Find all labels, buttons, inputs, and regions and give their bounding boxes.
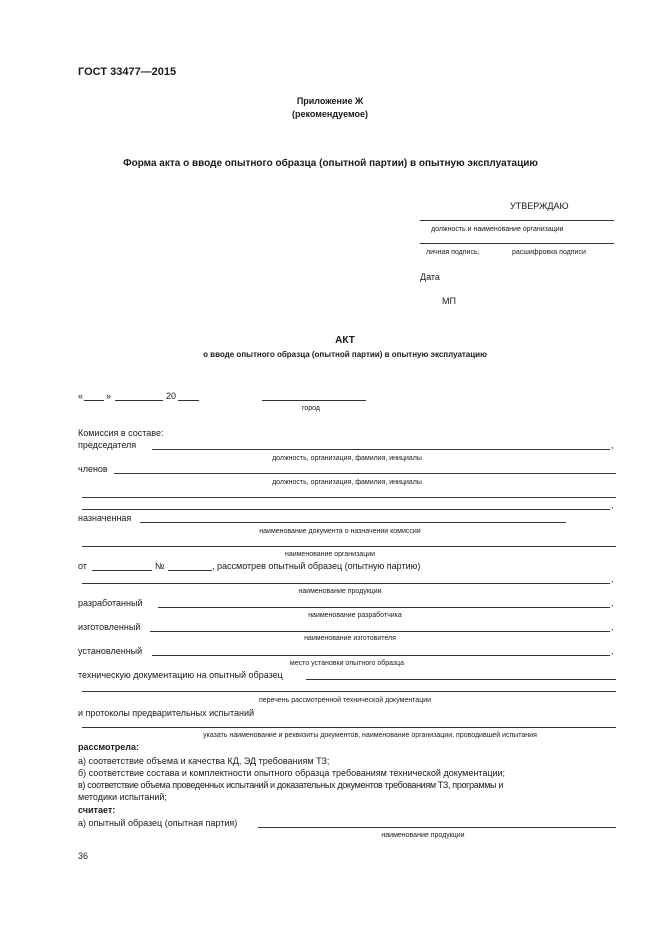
chair-label: председателя <box>78 440 137 450</box>
from-label: от <box>78 561 87 571</box>
number-label: № <box>155 561 165 571</box>
date-open-quote: « <box>78 391 84 401</box>
considered-item-c: в) соответствие объема проведенных испытаний и доказательных документов требованиям ТЗ, программы и <box>78 780 504 790</box>
standard-header: ГОСТ 33477—2015 <box>78 66 177 78</box>
city-caption: город <box>302 405 321 412</box>
stamp-label: МП <box>442 296 456 306</box>
tech-docs-label: техническую документацию на опытный образец <box>78 670 283 680</box>
considered-item-c-cont: методики испытаний; <box>78 792 167 802</box>
tech-docs-caption: перечень рассмотренной технической документации <box>258 697 432 704</box>
commission-intro: Комиссия в составе: <box>78 428 164 438</box>
tech-docs-field[interactable] <box>306 679 616 680</box>
developer-field[interactable] <box>158 607 610 608</box>
decision-product-field[interactable] <box>258 827 616 828</box>
manufacturer-field[interactable] <box>150 631 610 632</box>
day-field[interactable] <box>84 400 104 401</box>
city-field[interactable] <box>262 400 366 401</box>
act-subtitle: о вводе опытного образца (опытной партии) в опытную эксплуатацию <box>203 350 487 359</box>
considered-item-a: а) соответствие объема и качества КД, ЭД требованиям ТЗ; <box>78 756 330 766</box>
product-comma: , <box>611 574 614 584</box>
tech-docs-field-2[interactable] <box>82 691 616 692</box>
act-title: АКТ <box>335 335 355 346</box>
year-field[interactable] <box>178 400 199 401</box>
page-number: 36 <box>78 851 89 861</box>
members-field-2[interactable] <box>82 497 616 498</box>
considered-heading: рассмотрела: <box>78 742 139 752</box>
reviewed-text: , рассмотрев опытный образец (опытную партию) <box>212 561 421 571</box>
organization-field[interactable] <box>82 546 616 547</box>
decision-heading: считает: <box>78 805 116 815</box>
members-label: членов <box>78 464 108 474</box>
appendix-status: (рекомендуемое) <box>292 109 368 119</box>
form-title: Форма акта о вводе опытного образца (опытной партии) в опытную эксплуатацию <box>123 158 538 169</box>
developer-caption: наименование разработчика <box>308 612 402 619</box>
installed-caption: место установки опытного образца <box>289 660 405 667</box>
appendix-title: Приложение Ж <box>296 96 364 106</box>
manufacturer-caption: наименование изготовителя <box>304 635 396 642</box>
developer-comma: , <box>611 598 614 608</box>
date-close-quote: » <box>106 391 112 401</box>
members-field[interactable] <box>114 473 616 474</box>
approve-label: УТВЕРЖДАЮ <box>510 201 569 211</box>
appointed-caption: наименование документа о назначении комиссии <box>259 528 421 535</box>
protocols-field[interactable] <box>82 727 616 728</box>
members-comma: , <box>611 500 614 510</box>
chair-caption: должность, организация, фамилия, инициалы <box>272 455 422 462</box>
decision-product-caption: наименование продукции <box>381 832 465 839</box>
chair-comma: , <box>611 440 614 450</box>
installed-label: установленный <box>78 646 143 656</box>
appointed-field[interactable] <box>140 522 566 523</box>
appointed-label: назначенная <box>78 513 132 523</box>
from-date-field[interactable] <box>92 570 152 571</box>
date-label: Дата <box>420 272 440 282</box>
signature-line[interactable] <box>420 243 614 244</box>
product-field[interactable] <box>82 583 610 584</box>
installed-field[interactable] <box>152 655 610 656</box>
product-caption: наименование продукции <box>298 588 382 595</box>
organization-caption: наименование организации <box>284 551 376 558</box>
protocols-caption: указать наименование и реквизиты документов, наименование организации, проводившей испытания <box>203 732 537 739</box>
developed-label: разработанный <box>78 598 143 608</box>
manufacturer-comma: , <box>611 622 614 632</box>
decoding-caption: расшифровка подписи <box>512 249 586 256</box>
chair-field[interactable] <box>152 449 610 450</box>
protocols-label: и протоколы предварительных испытаний <box>78 708 254 718</box>
manufactured-label: изготовленный <box>78 622 141 632</box>
members-field-3[interactable] <box>82 509 610 510</box>
position-caption: должность и наименование организации <box>431 226 564 233</box>
position-line[interactable] <box>420 220 614 221</box>
installed-comma: , <box>611 646 614 656</box>
signature-caption: личная подпись, <box>426 249 480 256</box>
month-field[interactable] <box>115 400 163 401</box>
number-field[interactable] <box>168 570 212 571</box>
decision-item-a: а) опытный образец (опытная партия) <box>78 818 238 828</box>
considered-item-b: б) соответствие состава и комплектности опытного образца требованиям технической документации; <box>78 768 506 778</box>
year-prefix: 20 <box>166 391 177 401</box>
members-caption: должность, организация, фамилия, инициалы <box>272 479 422 486</box>
